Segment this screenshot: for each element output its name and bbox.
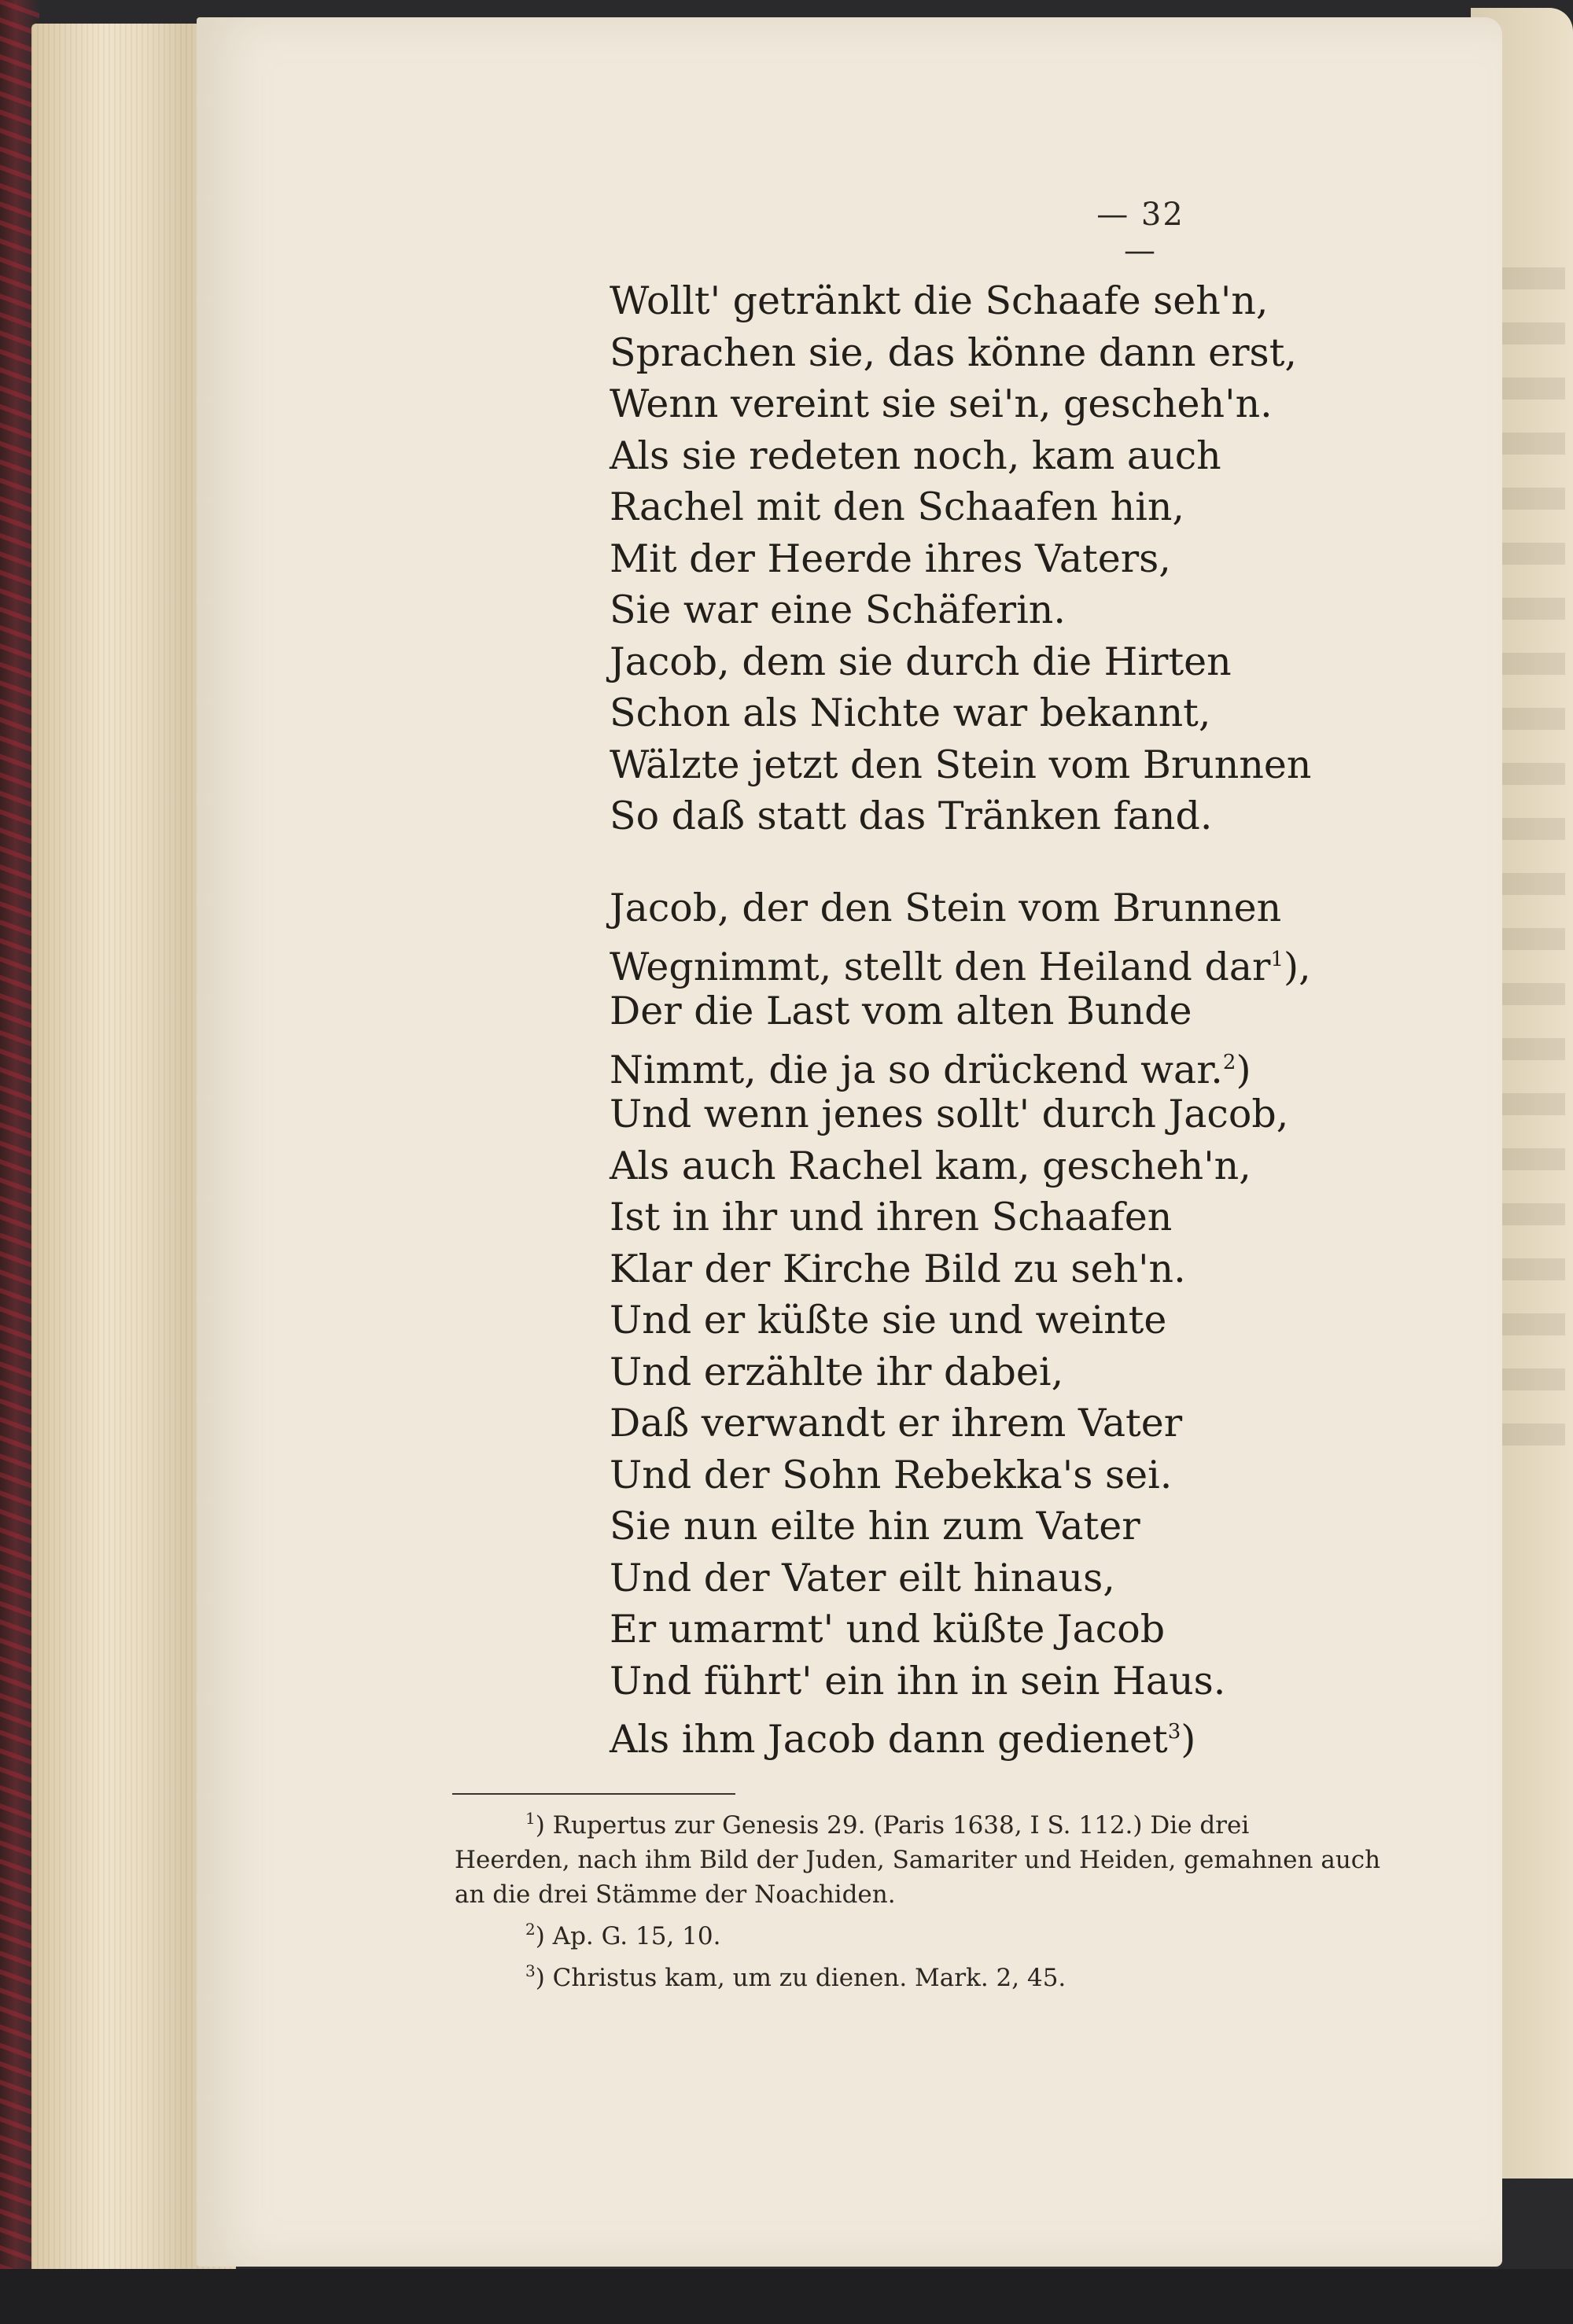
footnote-mark: 1 (525, 1809, 536, 1828)
verse-line: Er umarmt' und küßte Jacob (610, 1607, 1166, 1652)
verse-line: Sie nun eilte hin zum Vater (610, 1504, 1140, 1549)
footnote-ref-2: 2 (1222, 1050, 1236, 1074)
verse-line: Jacob, der den Stein vom Brunnen (610, 886, 1282, 930)
verse-line: Und der Sohn Rebekka's sei. (610, 1452, 1173, 1497)
verse-line: Wollt' getränkt die Schaafe seh'n, (610, 278, 1269, 323)
verse-line: Und führt' ein ihn in sein Haus. (610, 1658, 1226, 1703)
verse-line: Sprachen sie, das könne dann erst, (610, 330, 1297, 375)
verse-line: Wälzte jetzt den Stein vom Brunnen (610, 742, 1312, 787)
verse-line: Mit der Heerde ihres Vaters, (610, 536, 1171, 581)
footnote-mark: 2 (525, 1920, 536, 1939)
footnote-mark: 3 (525, 1961, 536, 1980)
footnote-divider (452, 1793, 735, 1795)
verse-line: Schon als Nichte war bekannt, (610, 691, 1211, 735)
footnote-1-cont: Heerden, nach ihm Bild der Juden, Samariter und Heiden, gemahnen auch (455, 1846, 1381, 1874)
footnote-ref-3: 3 (1167, 1720, 1181, 1744)
verse-line: Als sie redeten noch, kam auch (610, 433, 1221, 478)
page-number: — 32 — (1096, 197, 1184, 269)
footnote-ref-1: 1 (1270, 947, 1284, 971)
verse-line: Sie war eine Schäferin. (610, 587, 1066, 632)
verse-line: Ist in ihr und ihren Schaafen (610, 1195, 1173, 1239)
verse-line: Jacob, dem sie durch die Hirten (610, 639, 1232, 684)
verse-line: Und der Vater eilt hinaus, (610, 1555, 1115, 1600)
footnote-2: $^2$) Ap. G. 15, 10. (525, 1920, 721, 1950)
verse-stanza-2 (610, 882, 1396, 1762)
verse-line: Und erzählte ihr dabei, (610, 1349, 1064, 1394)
verse-line: Daß verwandt er ihrem Vater (610, 1401, 1183, 1446)
footnote-1-cont: an die drei Stämme der Noachiden. (455, 1880, 896, 1909)
footnotes (455, 1801, 1461, 1995)
verse-line: Der die Last vom alten Bunde (610, 989, 1192, 1033)
verse-line: Nimmt, die ja so drückend war.$^2$) (610, 1047, 1251, 1092)
verse-line: Als auch Rachel kam, gescheh'n, (610, 1143, 1251, 1188)
verse-stanza-1 (610, 275, 1396, 842)
footnote-1: $^1$) Rupertus zur Genesis 29. (Paris 1638, I S. 112.) Die drei (525, 1809, 1250, 1840)
verse-line: Klar der Kirche Bild zu seh'n. (610, 1246, 1186, 1291)
footnote-3: $^3$) Christus kam, um zu dienen. Mark. 2, 45. (525, 1961, 1066, 1992)
verse-line: Wegnimmt, stellt den Heiland dar$^1$), (610, 944, 1311, 989)
verse-line: Und er küßte sie und weinte (610, 1298, 1167, 1342)
verse-line: Wenn vereint sie sei'n, gescheh'n. (610, 381, 1273, 426)
background-surface (0, 2269, 1573, 2324)
verse-line: Und wenn jenes sollt' durch Jacob, (610, 1092, 1289, 1136)
verse-line: Als ihm Jacob dann gedienet$^3$) (610, 1717, 1196, 1762)
verse-line: Rachel mit den Schaafen hin, (610, 484, 1185, 529)
verse-line: So daß statt das Tränken fand. (610, 794, 1213, 838)
